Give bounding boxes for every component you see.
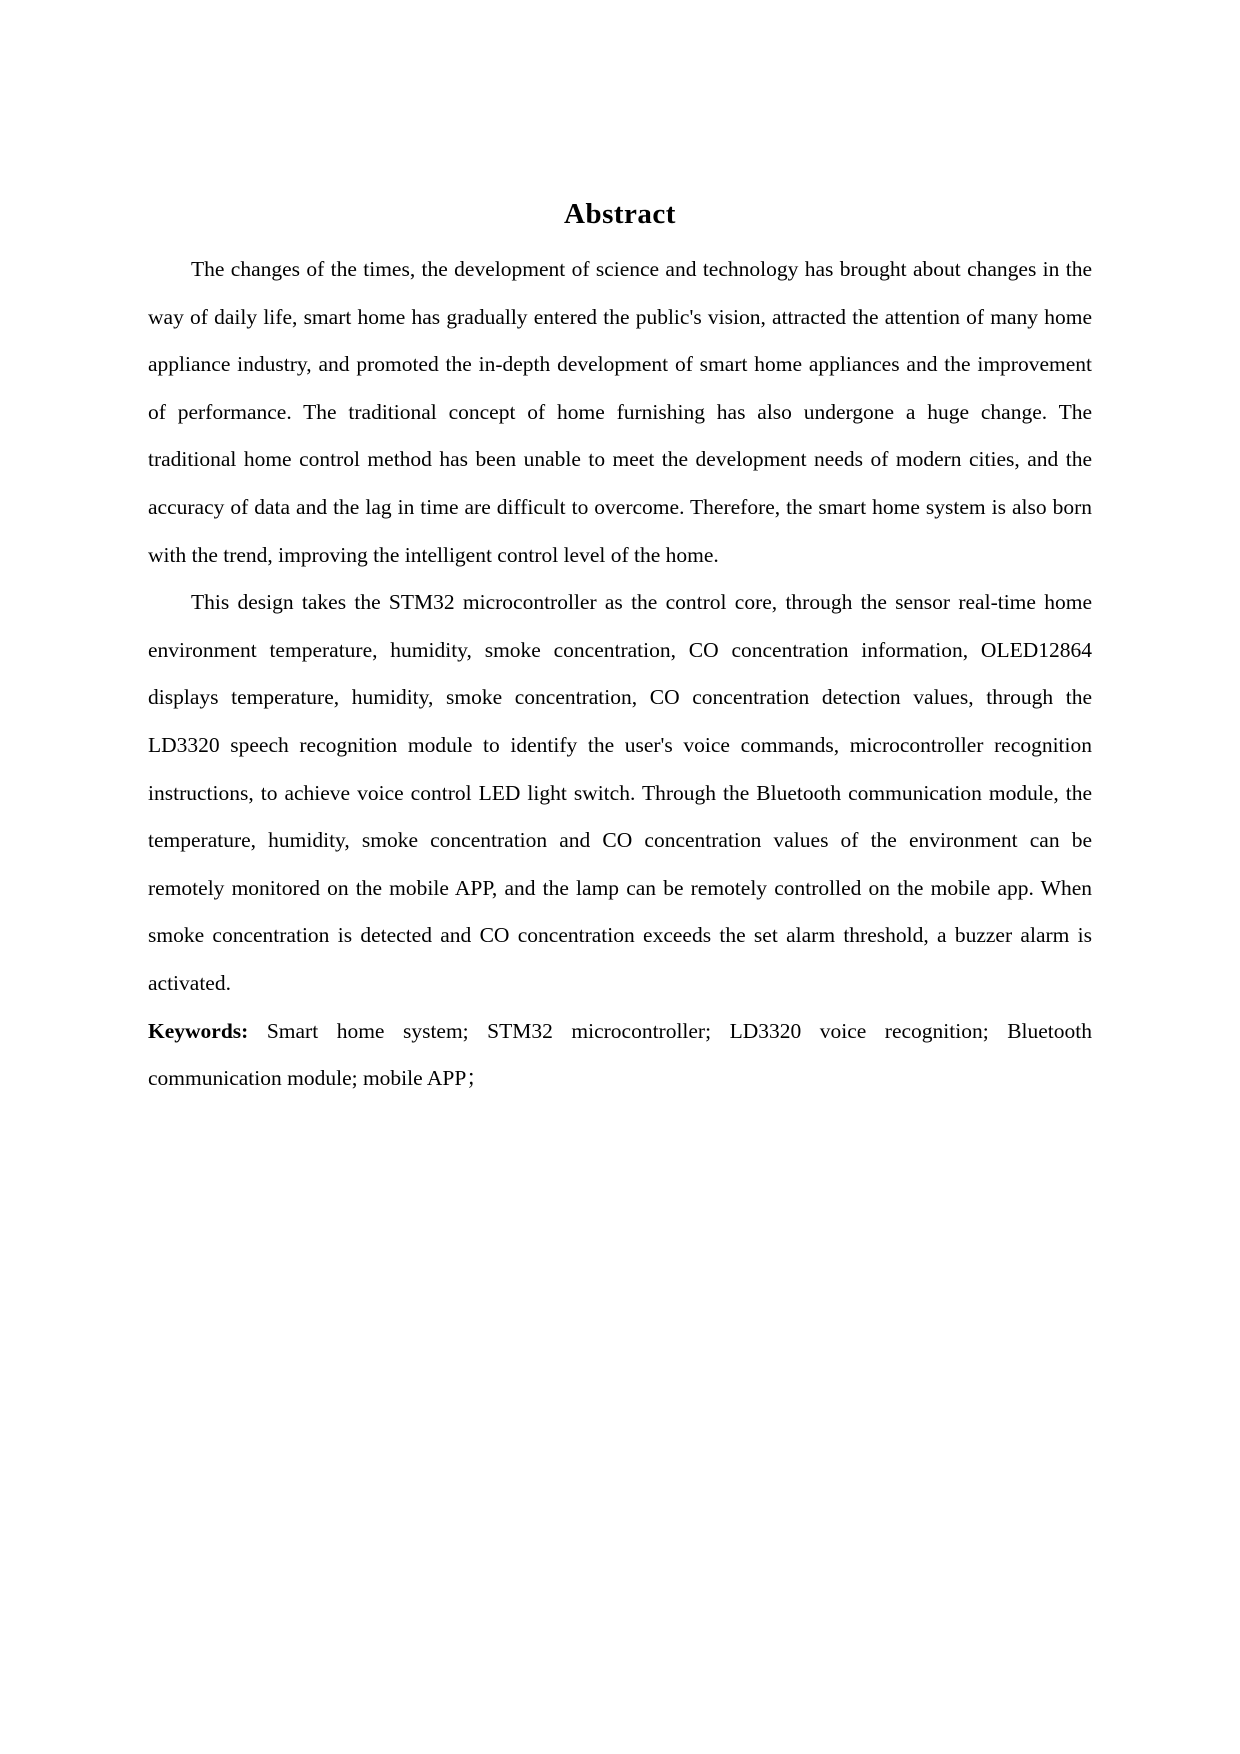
page-title: Abstract bbox=[564, 198, 676, 230]
abstract-body bbox=[148, 246, 1092, 1103]
abstract-paragraph-2: This design takes the STM32 microcontroller as the control core, through the sensor real-time home environment temperature, humidity, smoke concentration, CO concentration information, OLED12864 displays temperature, humidity, smoke concentration, CO concentration detection values, through the LD3320 speech recognition module to identify the user's voice commands, microcontroller recognition instructions, to achieve voice control LED light switch. Through the Bluetooth communication module, the temperature, humidity, smoke concentration and CO concentration values of the environment can be remotely monitored on the mobile APP, and the lamp can be remotely controlled on the mobile app. When smoke concentration is detected and CO concentration exceeds the set alarm threshold, a buzzer alarm is activated. bbox=[148, 590, 1092, 995]
abstract-paragraph-1: The changes of the times, the development of science and technology has brought about changes in the way of daily life, smart home has gradually entered the public's vision, attracted the attention of many home appliance industry, and promoted the in-depth development of smart home appliances and the improvement of performance. The traditional concept of home furnishing has also undergone a huge change. The traditional home control method has been unable to meet the development needs of modern cities, and the accuracy of data and the lag in time are difficult to overcome. Therefore, the smart home system is also born with the trend, improving the intelligent control level of the home. bbox=[148, 257, 1092, 567]
keywords-label: Keywords: bbox=[148, 1018, 249, 1043]
keywords-line bbox=[148, 1008, 1092, 1103]
keywords-text: Smart home system; STM32 microcontroller; LD3320 voice recognition; Bluetooth communication module; mobile APP； bbox=[148, 1018, 1092, 1091]
